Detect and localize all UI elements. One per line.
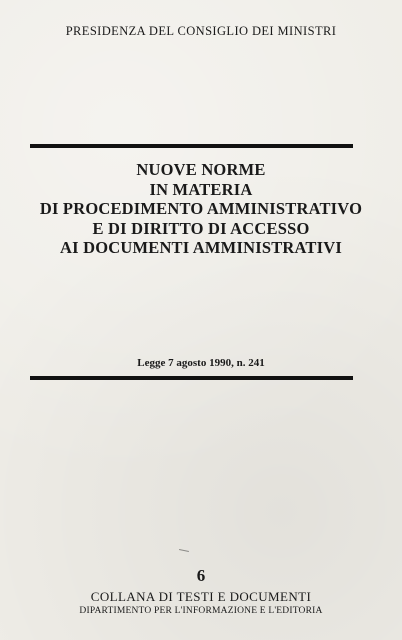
publisher-header: PRESIDENZA DEL CONSIGLIO DEI MINISTRI xyxy=(65,24,337,38)
title-line: DI PROCEDIMENTO AMMINISTRATIVO xyxy=(39,199,363,218)
department-name: DIPARTIMENTO PER L'INFORMAZIONE E L'EDITORIA xyxy=(79,606,323,616)
law-reference: Legge 7 agosto 1990, n. 241 xyxy=(137,357,265,369)
top-rule xyxy=(30,144,353,148)
series-title: COLLANA DI TESTI E DOCUMENTI xyxy=(90,589,312,604)
title-line: IN MATERIA xyxy=(149,179,253,199)
bottom-rule xyxy=(30,376,353,380)
title-line: NUOVE NORME xyxy=(136,160,266,179)
title-line: AI DOCUMENTI AMMINISTRATIVI xyxy=(60,238,342,257)
title-line: E DI DIRITTO DI ACCESSO xyxy=(92,218,310,238)
series-number: 6 xyxy=(196,566,206,585)
document-title xyxy=(0,160,402,258)
paper-mark xyxy=(179,549,189,552)
